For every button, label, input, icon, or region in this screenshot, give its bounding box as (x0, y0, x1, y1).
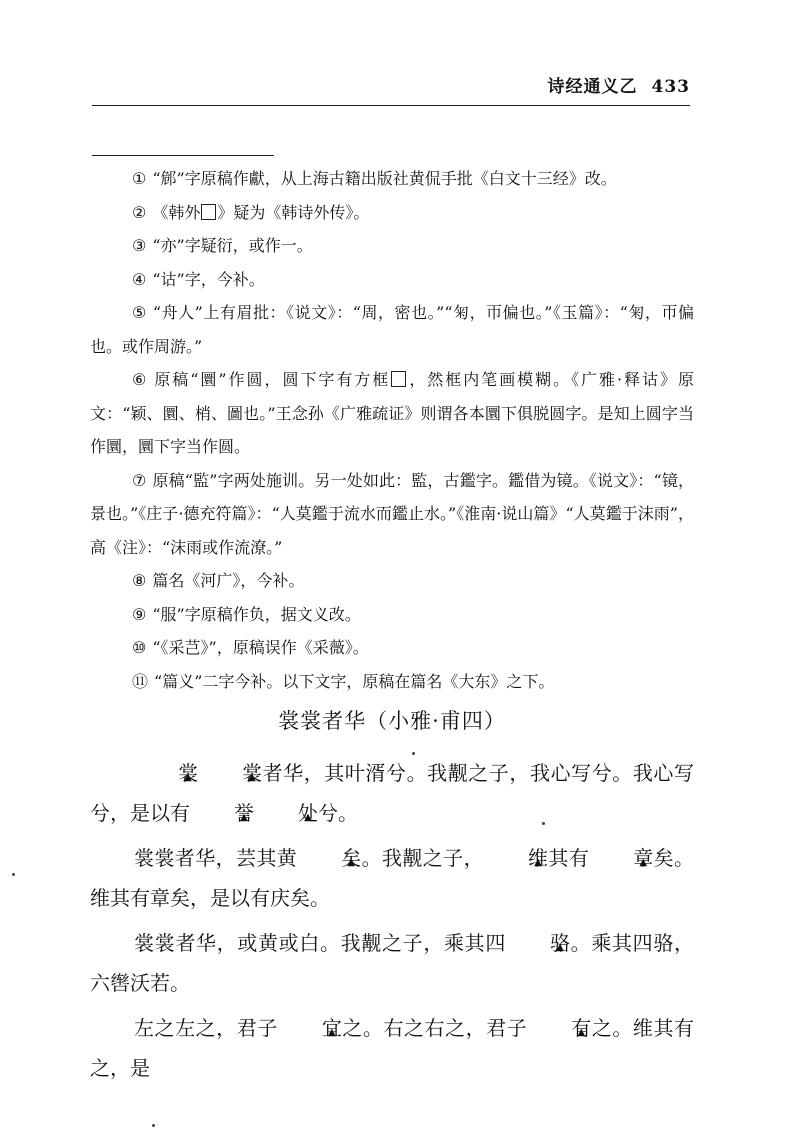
footnote-text: 》疑为《韩诗外传》。 (217, 202, 370, 222)
poem-text-segment: 裳裳者华，或黄或白。我觏之子，乘其四 (134, 931, 506, 955)
footnote (90, 631, 694, 665)
footnote-marker: ⑤ (132, 303, 147, 322)
marked-character: 章 ▲ (589, 838, 653, 878)
footnote-marker: ① (132, 169, 147, 188)
marked-character: 誉 ▲ (190, 793, 254, 833)
footnote-marker: ② (132, 202, 147, 222)
speck (542, 822, 545, 825)
footnote (90, 598, 694, 632)
poem-stanza (90, 753, 694, 833)
footnote-text: ，然框内笔画模糊。《广雅·释诂》原文：“颖、圜、梢、圖也。”王念孙《广雅疏证》则谓各本圜下俱脱圆字。是知上圆字当作圜，圜下字当作圆。 (90, 370, 694, 456)
page-number: 433 (651, 77, 690, 97)
poem-text-segment: 其有 (548, 846, 590, 870)
footnote-marker: ③ (132, 236, 147, 255)
marked-character: 有 ▲ (527, 1008, 591, 1048)
poem-text-segment: 。乘其四骆，六辔沃若。 (90, 931, 695, 995)
poem-text-segment: 矣。维其有章矣，是以有庆矣。 (90, 846, 695, 910)
footnote-marker: ⑦ (132, 470, 147, 490)
footnote-marker: ⑧ (132, 571, 147, 590)
poem-stanza (90, 838, 694, 918)
footnote-marker: ⑥ (132, 370, 149, 389)
poem-text-segment: 之。维其有之，是 (90, 1016, 695, 1080)
footnote-text: “ (152, 169, 161, 188)
marked-character: 维 ▲ (484, 838, 548, 878)
footnote (90, 464, 694, 565)
speck (152, 1124, 155, 1127)
footnote-marker: ④ (132, 269, 147, 289)
poem-text-segment: 。我觏之子， (361, 846, 485, 870)
header-rule (92, 105, 690, 106)
footnote (90, 363, 694, 464)
footnote-rule (92, 155, 274, 156)
footnote (90, 564, 694, 598)
footnote-text: 《韩外 (152, 202, 201, 222)
footnote-text: “篇义”二字今补。以下文字，原稿在篇名《大东》之下。 (154, 671, 555, 691)
blank-box (391, 371, 406, 387)
marked-character: 矣 ▲ (297, 838, 361, 878)
marked-character: 裳 ▲ (198, 753, 262, 793)
footnote-marker: ⑩ (132, 638, 147, 657)
poem-stanza (90, 923, 694, 1003)
speck (412, 752, 415, 755)
footnote (90, 665, 694, 699)
marked-character: 裳 ▲ (134, 753, 198, 793)
marked-character: 处 ▲ (254, 793, 318, 833)
footnote-text: 原稿“監”字两处施训。另一处如此：監，古鑑字。鑑借为镜。《说文》：“镜，景也。”《庄子·德充符篇》：“人莫鑑于流水而鑑止水。”《淮南·说山篇》“人莫鑑于沫雨”，高《注》：“沫雨或作流潦。” (90, 470, 695, 557)
marked-character: 骆 ▲ (506, 923, 570, 963)
footnote (90, 263, 694, 297)
poem-text-segment: 裳裳者华，芸其黄 (134, 846, 298, 870)
running-head (440, 72, 690, 97)
footnotes (90, 162, 694, 698)
footnote (90, 196, 694, 230)
footnote-text: “亦”字疑衍，或作一。 (152, 236, 313, 255)
footnote-marker: ⑨ (132, 604, 147, 624)
footnote-text: “服”字原稿作负，据文义改。 (152, 604, 361, 624)
poem-text-segment: 左之左之，君子 (134, 1016, 278, 1040)
book-title: 诗经通义乙 (547, 77, 638, 97)
blank-box (201, 204, 216, 220)
poem-title: 裳裳者华（小雅·甫四） (278, 709, 506, 733)
poem-text-segment: 之。右之右之，君子 (341, 1016, 528, 1040)
marked-character: 宜 ▲ (278, 1008, 342, 1048)
footnote-text: “诂”字，今补。 (152, 269, 265, 289)
speck (12, 873, 15, 876)
footnote-marker: ⑪ (132, 671, 149, 691)
poem-text (90, 753, 694, 1093)
footnote-text: “舟人”上有眉批：《说文》：“周，密也。”“匊，帀偏也。”《玉篇》：“匊，帀偏也。或作周游。” (90, 303, 695, 356)
footnote-text: “《采芑》”，原稿误作《采薇》。 (152, 638, 369, 657)
footnote-text: 原稿“圜”作圆，圆下字有方框 (154, 370, 391, 389)
footnote (90, 296, 694, 363)
poem-text-segment: 者华，其叶湑兮。我觏之子，我心写兮。我心写兮，是以有 (90, 761, 694, 825)
footnote-text: 䣀”字原稿作獻，从上海古籍出版社黄侃手批《白文十三经》改。 (160, 169, 617, 188)
footnote-text: 篇名《河广》，今补。 (152, 571, 305, 590)
poem-text-segment: 兮。 (318, 801, 358, 825)
footnote (90, 229, 694, 263)
poem-stanza (90, 1008, 694, 1088)
footnote (90, 162, 694, 196)
